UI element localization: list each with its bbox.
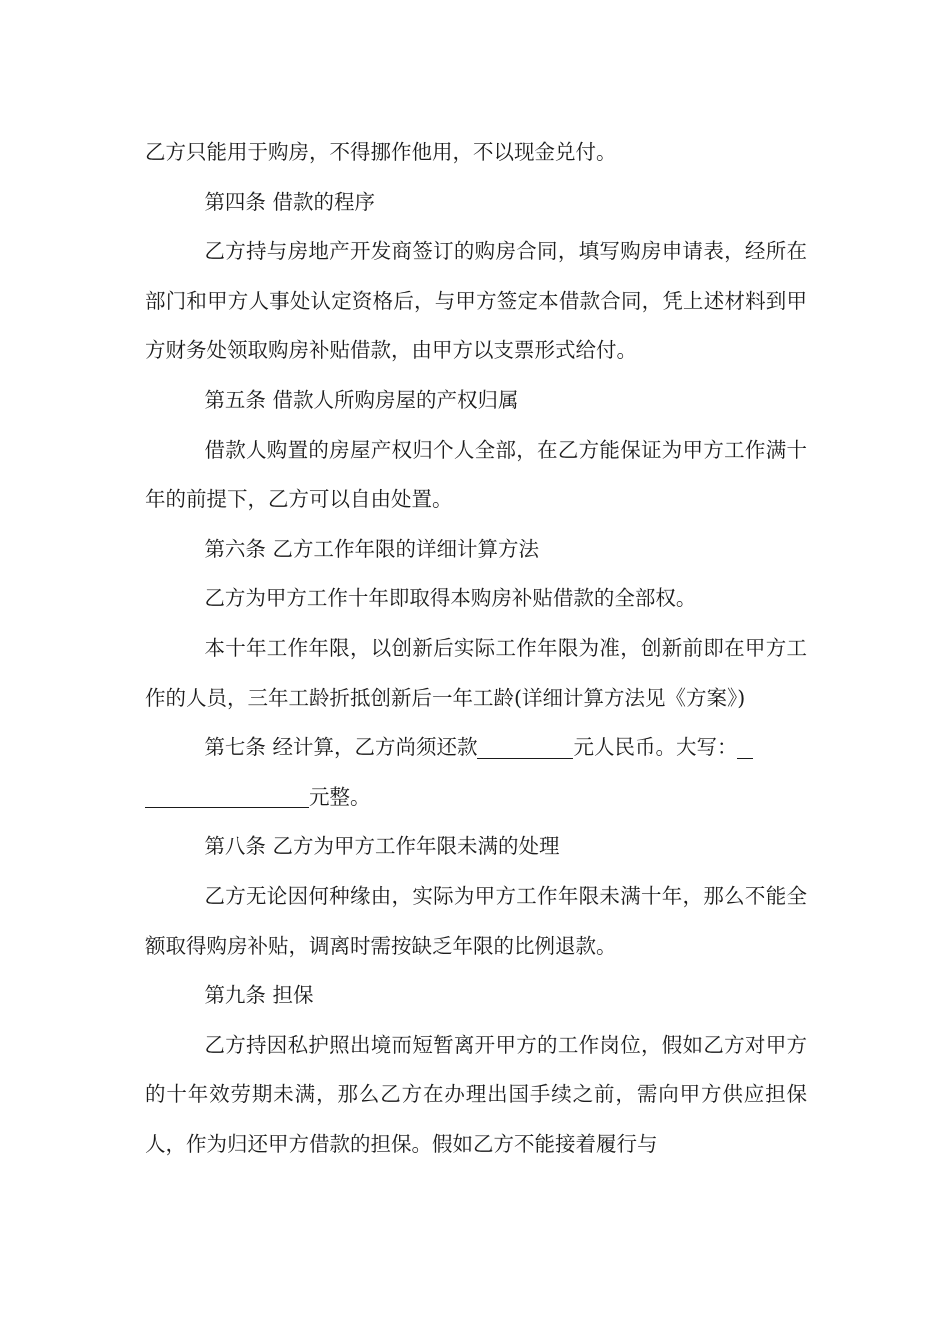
article-8-body: 乙方无论因何种缘由，实际为甲方工作年限未满十年，那么不能全额取得购房补贴，调离时需按缺乏年限的比例退款。 <box>145 883 807 958</box>
continuation-paragraph: 乙方只能用于购房，不得挪作他用，不以现金兑付。 <box>145 140 617 164</box>
article-7-prefix: 第七条 经计算，乙方尚须还款 <box>204 735 478 760</box>
document-body <box>145 128 807 1169</box>
article-9-body: 乙方持因私护照出境而短暂离开甲方的工作岗位，假如乙方对甲方的十年效劳期未满，那么乙方在办理出国手续之前，需向甲方供应担保人，作为归还甲方借款的担保。假如乙方不能接着履行与 <box>145 1032 807 1156</box>
article-7-suffix: 元整。 <box>309 784 371 809</box>
amount-words-blank-end <box>145 786 309 809</box>
article-5-body: 借款人购置的房屋产权归个人全部，在乙方能保证为甲方工作满十年的前提下，乙方可以自由处置。 <box>145 437 807 512</box>
article-6-body-2: 本十年工作年限，以创新后实际工作年限为准，创新前即在甲方工作的人员，三年工龄折抵创新后一年工龄(详细计算方法见《方案》) <box>145 635 807 710</box>
amount-words-blank-start <box>737 736 753 759</box>
article-7-middle: 元人民币。大写： <box>573 735 738 760</box>
article-6-heading: 第六条 乙方工作年限的详细计算方法 <box>204 536 539 561</box>
article-4-heading: 第四条 借款的程序 <box>204 189 375 214</box>
article-8-heading: 第八条 乙方为甲方工作年限未满的处理 <box>204 834 560 859</box>
amount-blank <box>477 736 573 759</box>
article-5-heading: 第五条 借款人所购房屋的产权归属 <box>204 387 519 412</box>
article-6-body-1: 乙方为甲方工作十年即取得本购房补贴借款的全部权。 <box>204 586 697 611</box>
article-9-heading: 第九条 担保 <box>204 983 314 1008</box>
article-4-body: 乙方持与房地产开发商签订的购房合同，填写购房申请表，经所在部门和甲方人事处认定资格后，与甲方签定本借款合同，凭上述材料到甲方财务处领取购房补贴借款，由甲方以支票形式给付。 <box>145 239 807 363</box>
article-7-paragraph <box>145 723 807 822</box>
